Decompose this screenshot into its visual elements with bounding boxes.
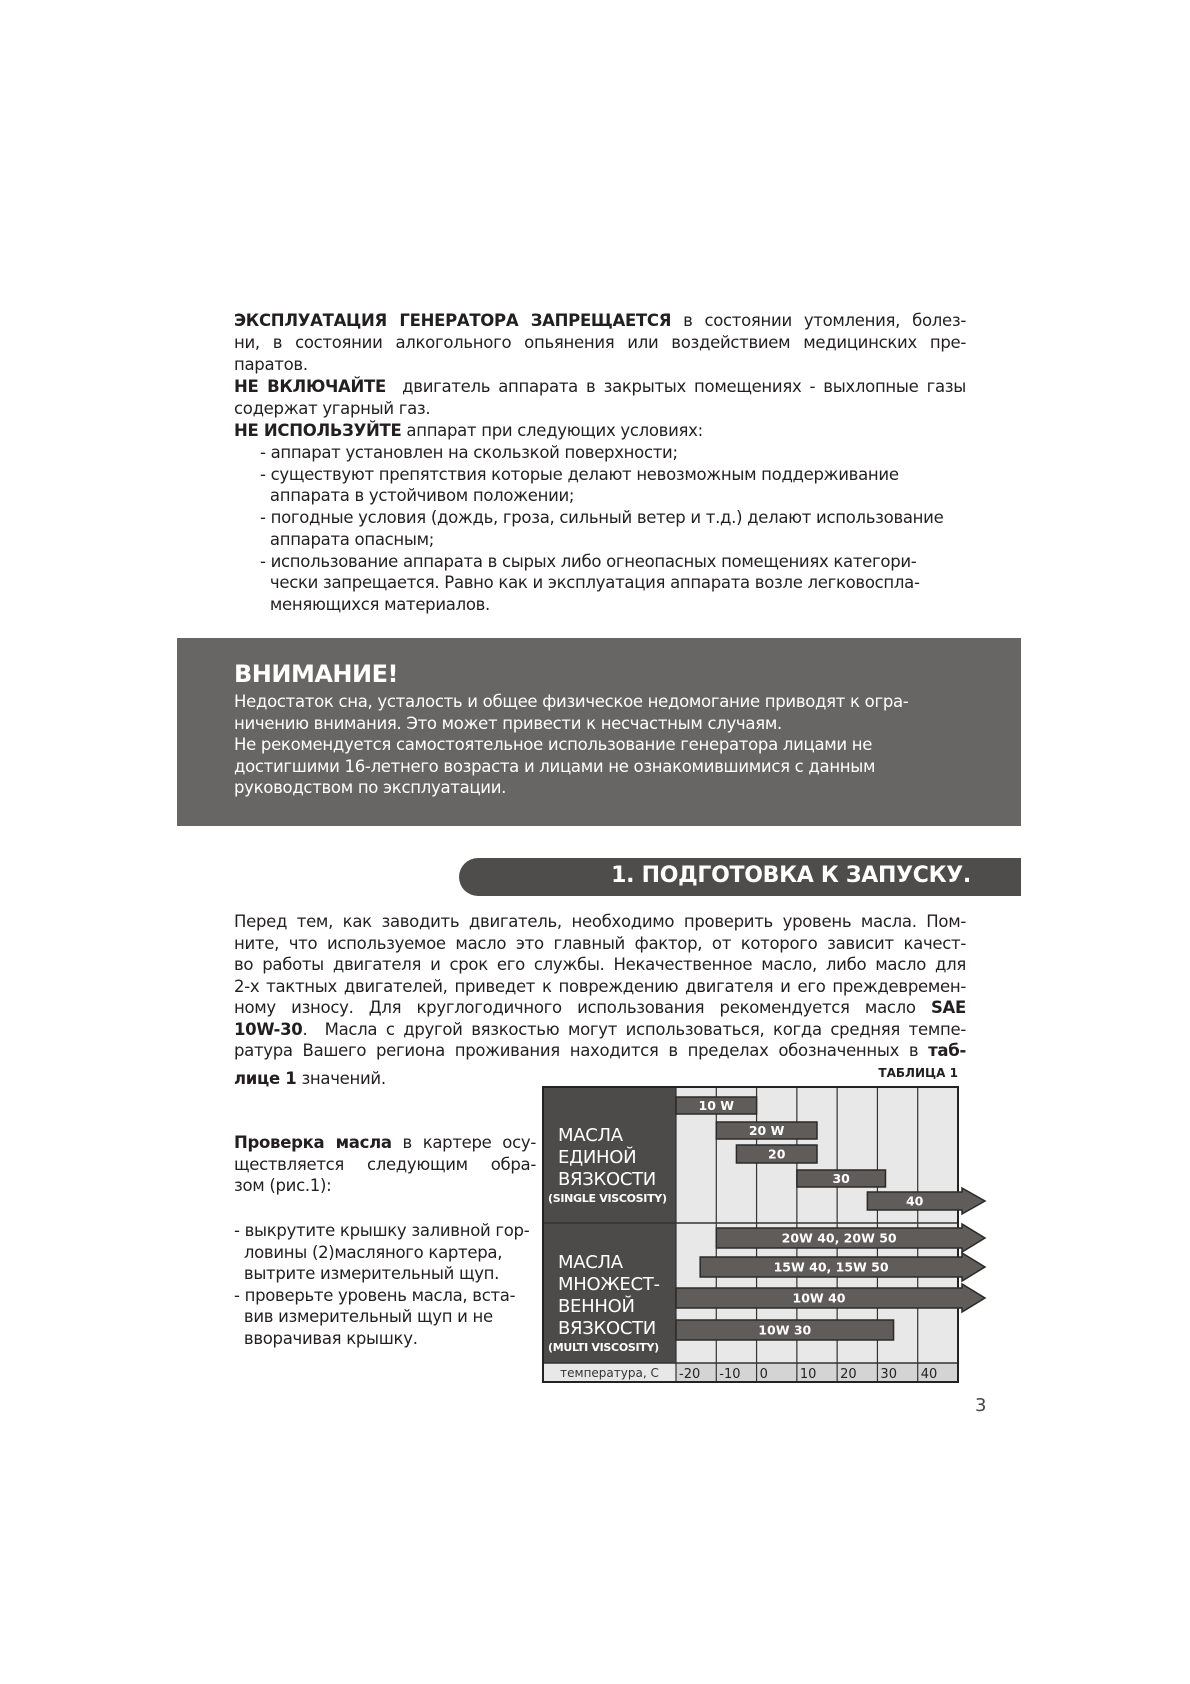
x-tick-label: 20 <box>840 1367 857 1382</box>
text: в картере осу- <box>391 1133 536 1152</box>
text: - существуют препятствия которые делают невозможным поддерживание <box>260 464 899 484</box>
warning-title: ВНИМАНИЕ! <box>234 660 398 688</box>
bar-label: 20 W <box>748 1123 785 1138</box>
text: - погодные условия (дождь, гроза, сильный ветер и т.д.) делают использование <box>260 508 944 528</box>
x-tick-label: 40 <box>920 1367 938 1382</box>
text: Не рекомендуется самостоятельное использование генератора лицами не <box>234 735 873 755</box>
text: аппарата в устойчивом положении; <box>260 486 575 506</box>
group-label-line: МАСЛА <box>558 1125 623 1146</box>
bar-label: 15W 40, 15W 50 <box>773 1259 889 1275</box>
text: зом (рис.1): <box>234 1176 332 1196</box>
bold-text: ЭКСПЛУАТАЦИЯ ГЕНЕРАТОРА ЗАПРЕЩАЕТСЯ <box>234 311 672 330</box>
bold-text: 10W-30 <box>234 1019 303 1039</box>
page-number: 3 <box>975 1395 987 1416</box>
bold-text: SAE <box>930 998 966 1017</box>
x-tick-label: 10 <box>799 1367 817 1382</box>
group-label-line: ВЕННОЙ <box>558 1296 635 1317</box>
table-title: ТАБЛИЦА 1 <box>878 1066 958 1080</box>
text: меняющихся материалов. <box>260 594 491 614</box>
group-label-line: МНОЖЕСТ- <box>558 1274 660 1295</box>
bold-text: НЕ ИСПОЛЬЗУЙТЕ <box>234 421 402 440</box>
x-tick-label: -20 <box>679 1367 701 1382</box>
bold-text: лице 1 <box>234 1069 297 1088</box>
text: чески запрещается. Равно как и эксплуатация аппарата возле легковоспла- <box>260 573 920 593</box>
group-label <box>548 1252 660 1356</box>
text: ни, в состоянии алкогольного опьянения или воздействием медицинских пре- <box>234 333 966 352</box>
text: руководством по эксплуатации. <box>234 778 507 798</box>
text: вив измерительный щуп и не <box>234 1307 493 1327</box>
bar-label: 10W 40 <box>792 1290 846 1306</box>
text: в состоянии утомления, болез- <box>671 311 966 330</box>
text: ществляется следующим обра- <box>234 1154 536 1174</box>
text: ному износу. Для круглогодичного использования рекомендуется масло <box>234 998 931 1017</box>
group-label-line: ЕДИНОЙ <box>558 1147 637 1168</box>
bold-text: Проверка масла <box>234 1133 392 1152</box>
bar-label: 10W 30 <box>758 1322 812 1338</box>
x-tick-label: 0 <box>759 1367 768 1382</box>
text: аппарат при следующих условиях: <box>401 421 703 440</box>
bar-label: 20W 40, 20W 50 <box>781 1230 897 1246</box>
x-axis-label: температура, С <box>560 1366 659 1380</box>
text: ните, что используемое масло это главный фактор, от которого зависит качест- <box>234 933 966 953</box>
text: содержат угарный газ. <box>234 399 431 418</box>
group-label <box>548 1125 667 1207</box>
bar-label: 10 W <box>698 1098 735 1113</box>
group-label-line: МАСЛА <box>558 1252 623 1273</box>
text: двигатель аппарата в закрытых помещениях - выхлопные газы <box>385 377 966 396</box>
group-label-line: ВЯЗКОСТИ <box>558 1318 656 1339</box>
bold-text: таб- <box>928 1041 966 1060</box>
text: аппарата опасным; <box>260 529 435 549</box>
text: вворачивая крышку. <box>234 1329 418 1348</box>
text: достигшими 16-летнего возраста и лицами не ознакомившимися с данным <box>234 756 876 776</box>
text: во работы двигателя и срок его службы. Некачественное масло, либо масло для <box>234 955 966 974</box>
text: Перед тем, как заводить двигатель, необходимо проверить уровень масла. Пом- <box>234 912 966 931</box>
text: значений. <box>296 1069 386 1088</box>
bar-arrow <box>867 1188 985 1214</box>
text: . Масла с другой вязкостью могут использоваться, когда средняя темпе- <box>302 1019 966 1039</box>
text: - использование аппарата в сырых либо огнеопасных помещениях категори- <box>260 551 917 571</box>
section-title: 1. ПОДГОТОВКА К ЗАПУСКУ. <box>611 863 971 888</box>
group-sublabel: (MULTI VISCOSITY) <box>548 1341 659 1354</box>
group-label-line: ВЯЗКОСТИ <box>558 1169 656 1190</box>
text: ратура Вашего региона проживания находится в пределах обозначенных в <box>234 1041 929 1060</box>
x-tick-label: 30 <box>880 1367 897 1382</box>
text: ничению внимания. Это может привести к несчастным случаям. <box>234 713 782 733</box>
bold-text: НЕ ВКЛЮЧАЙТЕ <box>234 377 386 396</box>
text: - проверьте уровень масла, вста- <box>234 1285 516 1305</box>
text: вытрите измерительный щуп. <box>234 1264 500 1284</box>
bar-label: 40 <box>905 1193 924 1209</box>
text: - аппарат установлен на скользкой поверхности; <box>260 443 678 462</box>
text: 2-х тактных двигателей, приведет к повреждению двигателя и его преждевремен- <box>234 976 966 996</box>
text: Недостаток сна, усталость и общее физическое недомогание приводят к огра- <box>234 692 909 711</box>
bar-label: 30 <box>832 1171 850 1186</box>
group-sublabel: (SINGLE VISCOSITY) <box>548 1192 667 1205</box>
text: паратов. <box>234 355 308 374</box>
bar-label: 20 <box>768 1146 786 1162</box>
text: - выкрутите крышку заливной гор- <box>234 1221 530 1240</box>
text: ловины (2)масляного картера, <box>234 1242 503 1262</box>
x-tick-label: -10 <box>719 1367 741 1382</box>
